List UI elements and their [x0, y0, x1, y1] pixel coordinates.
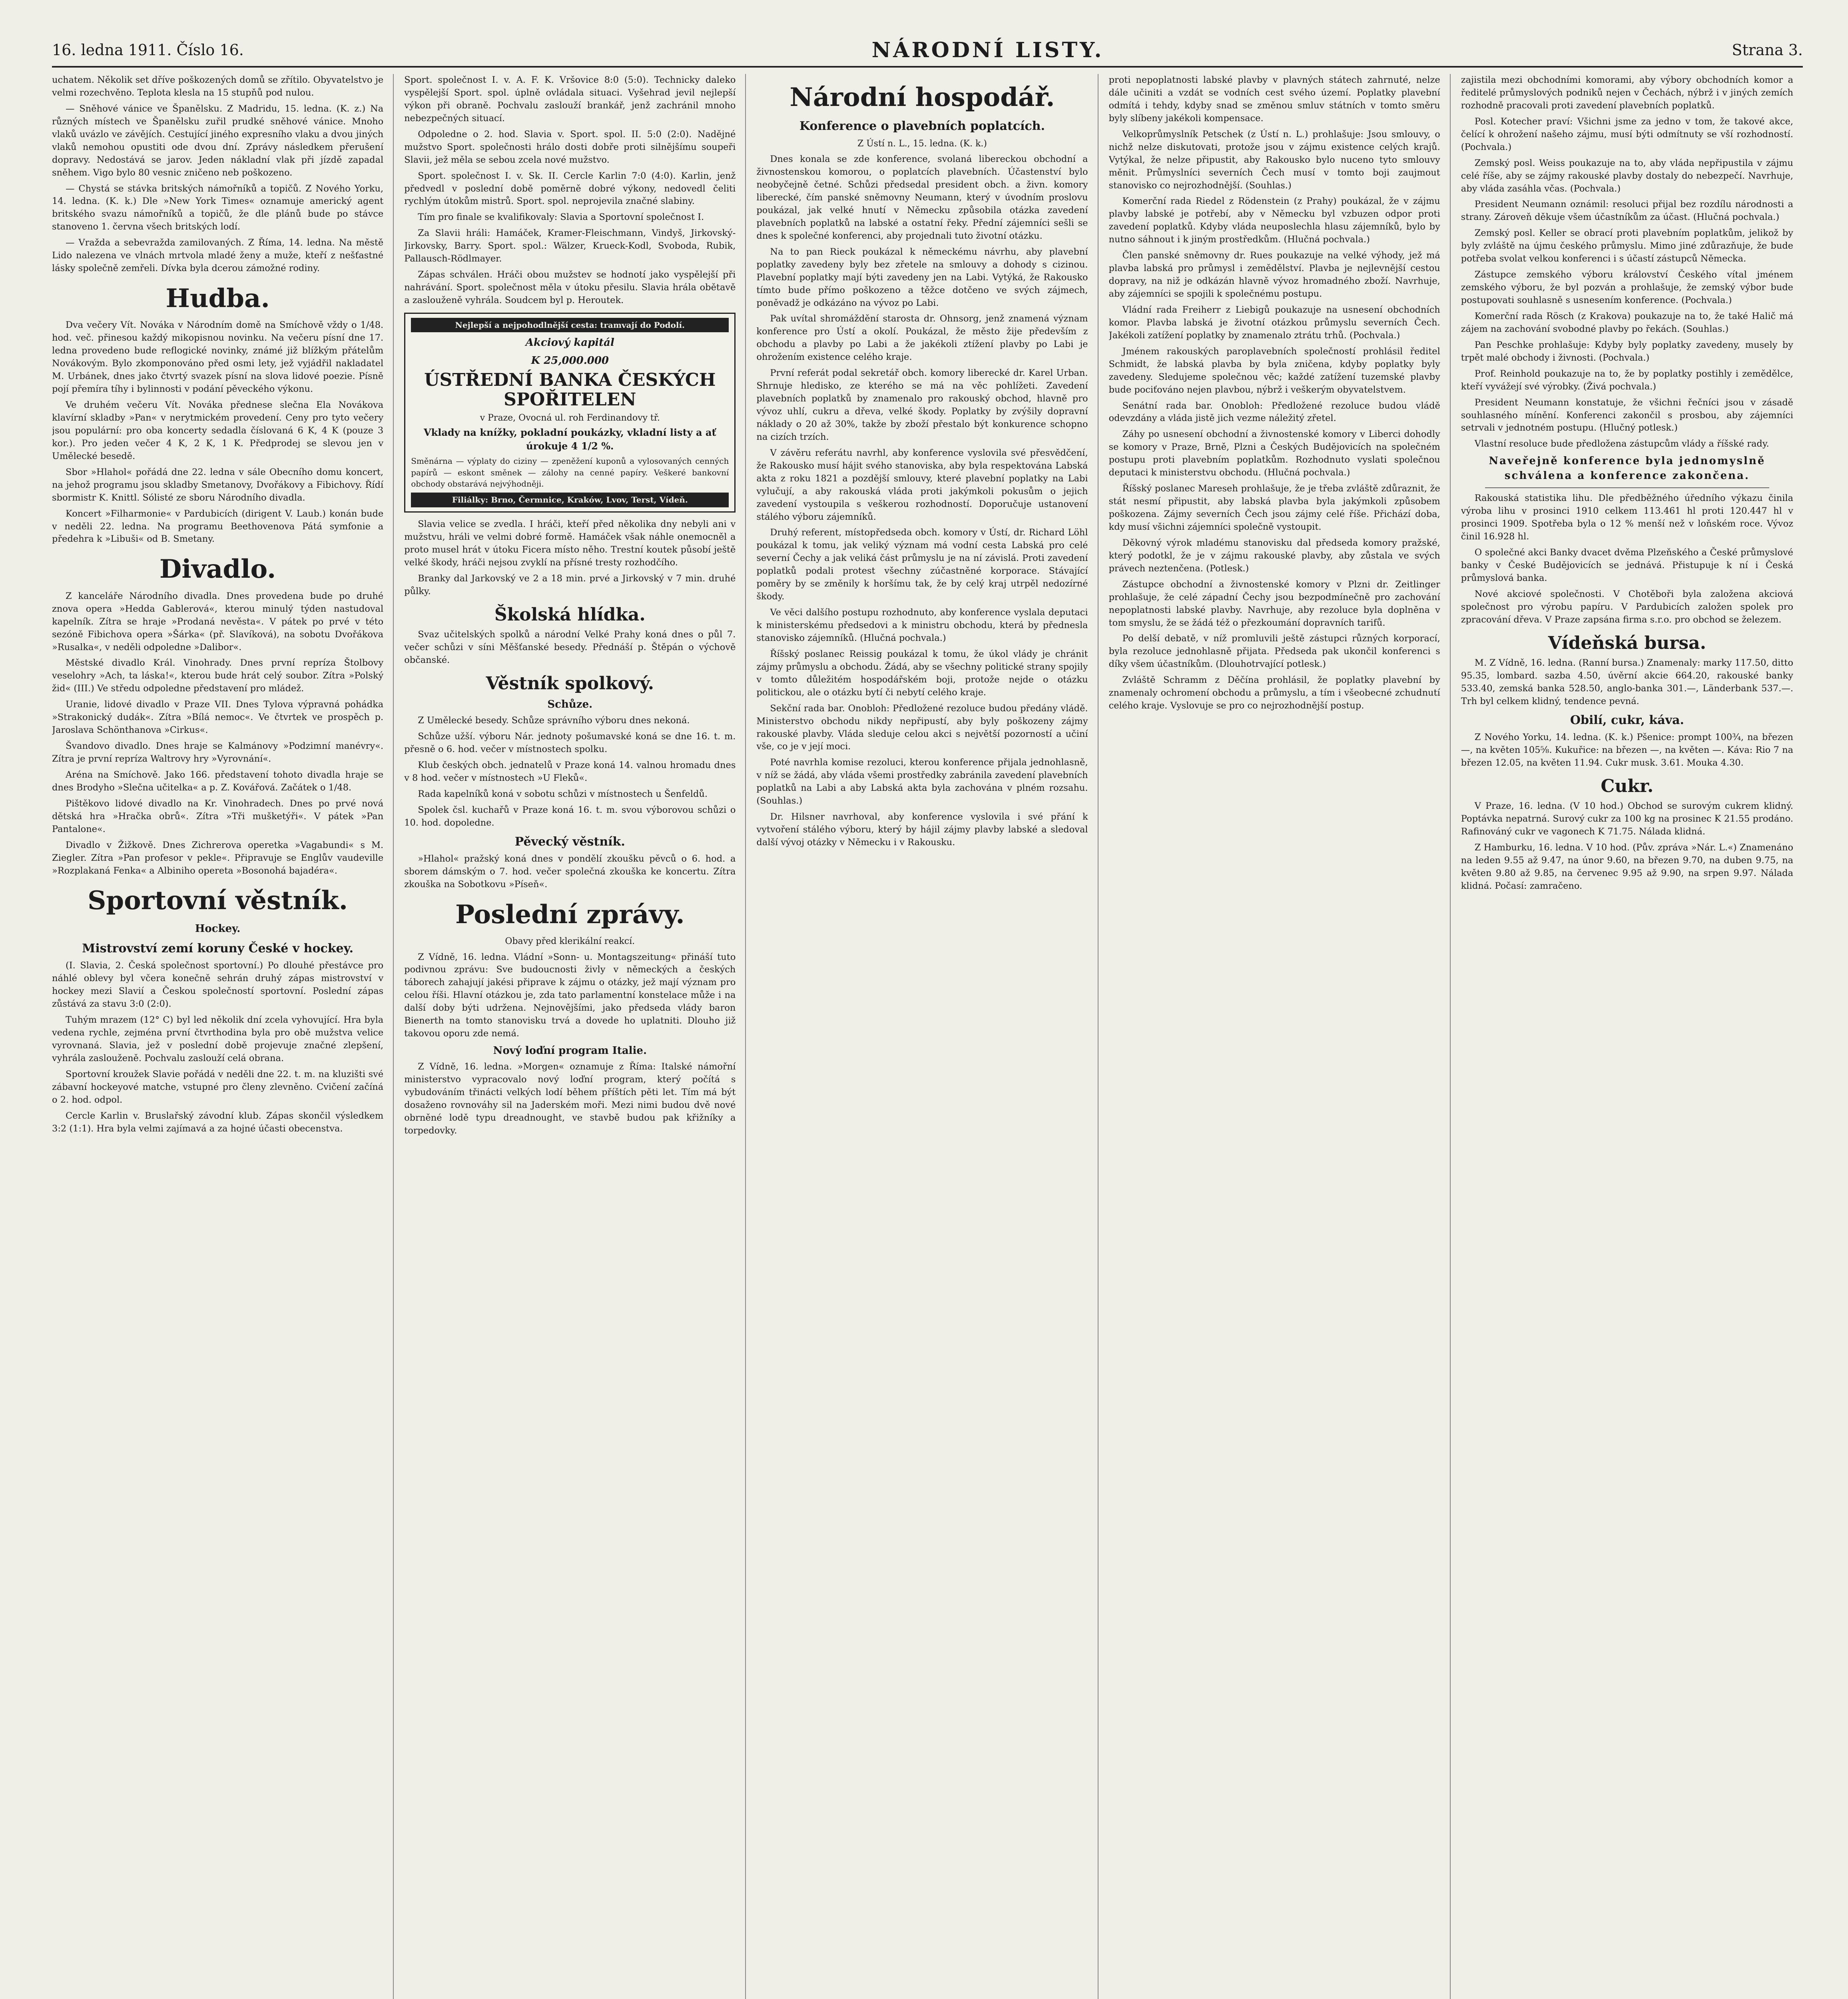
- article-paragraph: Jménem rakouských paroplavebních společností prohlásil ředitel Schmidt, že labská plavba by byla zničena, kdyby poplatky byly zavedeny. Sledujeme společnou věc; každé zatížení tuzemské plavby bude pociťováno nejen plavbou, nýbrž i veškerým obyvatelstvem.: [1108, 346, 1440, 395]
- article-paragraph: Říšský poslanec Mareseh prohlašuje, že je třeba zvláště zdůraznit, že stát nesmí připustit, aby labská plavba byla jakýmkoli způsobem poškozena. Zájmy severních Čech jsou zájmy celé říše. Přichází doba, kdy musí všichni zájemníci společně vystoupit.: [1108, 483, 1440, 532]
- section-title-cukr: Cukr.: [1601, 776, 1654, 797]
- column-2: [404, 74, 746, 1999]
- article-paragraph: Vlastní resoluce bude předložena zástupcům vlády a říšské rady.: [1474, 439, 1769, 449]
- article-paragraph: Na to pan Rieck poukázal k německému návrhu, aby plavební poplatky zavedeny byly bez zřetele na smlouvy a dohody s cizinou. Plavební poplatky mají býti zavedeny jen na Labi. Vytýká, že Rakousko tímto bude přímo poškozeno a těžce dotčeno ve svých zájmech, poněvadž je odkázáno na vývoz po Labi.: [756, 246, 1088, 308]
- article-paragraph: Sportovní kroužek Slavie pořádá v neděli dne 22. t. m. na kluzišti své zábavní hockeyové matche, vstupné pro členy zlevněno. Cvičení začíná o 2. hod. odpol.: [52, 1069, 384, 1105]
- section-title-bursa: Vídeňská bursa.: [1548, 632, 1706, 653]
- subsection-title: Schůze.: [547, 698, 593, 711]
- newspaper-title: NÁRODNÍ LISTY.: [871, 38, 1104, 62]
- article-paragraph: Vládní rada Freiherr z Liebigů poukazuje na usnesení obchodních komor. Plavba labská je životní otázkou průmyslu severních Čech. Jakékoli zatížení poplatky by znamenalo ztrátu trhů. (Pochvala.): [1108, 304, 1440, 341]
- article-paragraph: Tím pro finale se kvalifikovaly: Slavia a Sportovní společnost I.: [418, 212, 704, 223]
- article-paragraph: Z Umělecké besedy. Schůze správního výboru dnes nekoná.: [418, 715, 690, 726]
- page-number: Strana 3.: [1732, 41, 1803, 59]
- section-title-divadlo: Divadlo.: [159, 554, 276, 585]
- article-paragraph: Člen panské sněmovny dr. Rues poukazuje na velké výhody, jež má plavba labská pro průmysl i zemědělství. Plavba je nejlevnější cestou dopravy, na niž je odkázán hlavně vývoz hromadného zboží. Navrhuje, aby zájemníci se spojili k společnému postupu.: [1108, 250, 1440, 299]
- column-3: [756, 74, 1098, 1999]
- article-paragraph: Zástupce zemského výboru království Českého vítal jménem zemského výboru, že byl pozván a prohlašuje, že zemský výbor bude postupovati souhlasně s usnesením konference. (Pochvala.): [1461, 269, 1793, 305]
- article-paragraph: proti nepoplatnosti labské plavby v plavných státech zahrnuté, nelze dále učiniti a vzdát se vodních cest svého území. Poplatky plavební odmítá i tehdy, kdyby snad se změnou smluv státních v tomto směru byly slíbeny jakékoli kompensace.: [1108, 75, 1440, 124]
- ad-capital-label: Akciový kapitál: [525, 337, 614, 349]
- article-paragraph: Pan Peschke prohlašuje: Kdyby byly poplatky zavedeny, musely by trpět malé obchody i živnosti. (Pochvala.): [1461, 339, 1793, 363]
- article-paragraph: Koncert »Filharmonie« v Pardubicích (dirigent V. Laub.) konán bude v neděli 22. ledna. Na programu Beethovenova Pátá symfonie a předehra k »Libuši« od B. Smetany.: [52, 508, 384, 545]
- article-headline: Naveřejně konference byla jednomyslně schválena a konference zakončena.: [1489, 455, 1766, 482]
- article-paragraph: Rakouská statistika lihu. Dle předběžného úředního výkazu činila výroba lihu v prosinci 1910 celkem 113.461 hl proti 120.447 hl v prosinci 1909. Spotřeba byla o 12 % menší než v loňském roce. Vývoz činil 16.928 hl.: [1461, 493, 1793, 542]
- article-paragraph: Tuhým mrazem (12° C) byl led několik dní zcela vyhovující. Hra byla vedena rychle, zejména první čtvrthodina byla pro obě mužstva velice vyrovnaná. Slavia, jež v poslední době projevuje značné zlepšení, vyhrála zaslouženě. Pochvalu zaslouží celá obrana.: [52, 1015, 384, 1063]
- section-divider: [1485, 487, 1769, 488]
- article-paragraph: Zvláště Schramm z Děčína prohlásil, že poplatky plavební by znamenaly ochromení obchodu a průmyslu, a tím i všeobecné zchudnutí celého kraje. Vyslovuje se pro co nejrozhodnější postup.: [1108, 675, 1440, 711]
- article-paragraph: Dva večery Vít. Nováka v Národním domě na Smíchově vždy o 1/48. hod. več. přinesou každý mikopisnou novinku. Na večeru písní dne 17. ledna provedeno bude reflogické novinky, známé již blížkým přátelům Novákovým. Bylo zkomponováno před osmi lety, jež vyjádřil nakladatel M. Urbánek, dnes jako čtvrtý svazek písní na slova lidové poezie. Písně pojí přemíra tíhy i bylinnosti v podání pěveckého výkonu.: [52, 320, 384, 395]
- section-title-sport: Sportovní věstník.: [88, 886, 348, 916]
- article-paragraph: Zápas schválen. Hráči obou mužstev se hodnotí jako vyspělejší při nahrávání. Sport. společnost měla v útoku přesilu. Slavia hrála obětavě a zaslouženě vyhrála. Soudcem byl p. Heroutek.: [404, 269, 736, 305]
- article-paragraph: Nové akciové společnosti. V Chotěboři byla založena akciová společnost pro výrobu papíru. V Pardubicích založen spolek pro zpracování dřeva. V Praze zapsána firma s.r.o. pro obchod se železem.: [1461, 589, 1793, 625]
- article-paragraph: Říšský poslanec Reissig poukázal k tomu, že úkol vlády je chránit zájmy průmyslu a obchodu. Žádá, aby se všechny politické strany spojily v tomto důležitém hospodářském boji, protože nejde o otázku politickou, ale o otázku bytí či nebytí celého kraje.: [756, 648, 1088, 698]
- article-paragraph: Spolek čsl. kuchařů v Praze koná 16. t. m. svou výborovou schůzi o 10. hod. dopoledne.: [404, 804, 736, 828]
- article-headline: Nový loďní program Italie.: [493, 1045, 647, 1057]
- section-title-hudba: Hudba.: [165, 283, 270, 314]
- article-paragraph: »Hlahol« pražský koná dnes v pondělí zkoušku pěvců o 6. hod. a sborem dámským o 7. hod. večer společná zkouška ke koncertu. Zítra zkouška na Sobotkovu »Píseň«.: [404, 854, 736, 890]
- section-title-pevecky: Pěvecký věstník.: [514, 834, 625, 849]
- article-paragraph: První referát podal sekretář obch. komory liberecké dr. Karel Urban. Shrnuje hledisko, ze kterého se má na věc pohlížeti. Zavedení plavebních poplatků by znamenalo pro rakouský obchod, hlavně pro vývoz uhlí, cukru a dřeva, velké škody. Poplatky by zvýšily dopravní náklady o 20 až 30%, takže by zboží přestalo být konkurence schopno na cizích trzích.: [756, 368, 1088, 442]
- ad-slogan: Vklady na knížky, pokladní poukázky, vkladní listy a ať úrokuje 4 1/2 %.: [423, 427, 716, 452]
- article-paragraph: Sbor »Hlahol« pořádá dne 22. ledna v sále Obecního domu koncert, na jehož programu jsou skladby Smetanovy, Dvořákovy a Fibichovy. Řídí sbormistr K. Knittl. Sólisté ze sboru Národního divadla.: [52, 467, 384, 503]
- article-paragraph: Z Hamburku, 16. ledna. V 10 hod. (Pův. zpráva »Nár. L.«) Znamenáno na leden 9.55 až 9.47, na únor 9.60, na březen 9.70, na duben 9.75, na květen 9.80 až 9.85, na červenec 9.95 až 9.90, na srpen 9.97. Nálada klidná. Počasí: zamračeno.: [1461, 842, 1793, 892]
- article-paragraph: Dr. Hilsner navrhoval, aby konference vyslovila i své přání k vytvoření stálého výboru, který by hájil zájmy plavby labské a sledoval další vývoj otázky v Německu i v Rakousku.: [756, 812, 1088, 848]
- article-paragraph: Pak uvítal shromáždění starosta dr. Ohnsorg, jenž znamená význam konference pro Ústí a okolí. Poukázal, že město žije především z obchodu a plavby po Labi a že jakékoli ztížení plavby po Labi je ohrožením existence celého kraje.: [756, 313, 1088, 363]
- masthead: [52, 38, 1803, 62]
- dateline: Z Ústí n. L., 15. ledna. (K. k.): [857, 138, 987, 149]
- article-paragraph: Branky dal Jarkovský ve 2 a 18 min. prvé a Jirkovský v 7 min. druhé půlky.: [404, 573, 736, 597]
- article-paragraph: Sport. společnost I. v. Sk. II. Cercle Karlin 7:0 (4:0). Karlin, jenž předvedl v poslední době poměrně dobré výkony, nedovedl čeliti rychlým útokům mistrů. Sport. spol. neprojevila značné slabiny.: [404, 170, 736, 207]
- article-paragraph: Z Vídně, 16. ledna. Vládní »Sonn- u. Montagszeitung« přináší tuto podivnou zprávu: Sve budoucnosti živly v německých a českých táborech zahajují jakési připrave k zájmu o otázky, jež mají význam pro celou říši. Hlavní otázkou je, zda tato parlamentní konstelace může i na další doby býti udržena. Nejnovějšími, jako předseda vlády baron Bienerth na tomto stanovisku trvá a dovede ho uplatniti. Dlouho již takovou oporu zde nemá.: [404, 952, 736, 1039]
- section-title-narodni-hospodar: Národní hospodář.: [789, 82, 1055, 112]
- issue-date: 16. ledna 1911. Číslo 16.: [52, 41, 244, 59]
- article-paragraph: V Praze, 16. ledna. (V 10 hod.) Obchod se surovým cukrem klidný. Poptávka nepatrná. Surový cukr za 100 kg na prosinec K 21.55 prodáno. Rafinováný cukr ve vagonech K 71.75. Nálada klidná.: [1461, 801, 1793, 837]
- article-paragraph: Svaz učitelských spolků a národní Velké Prahy koná dnes o půl 7. večer schůzi v síni Měšťanské besedy. Přednáší p. Štěpán o výchově občanské.: [404, 629, 736, 665]
- article-subtitle: Obavy před klerikální reakcí.: [505, 936, 635, 947]
- section-title-skolska: Školská hlídka.: [494, 604, 646, 625]
- section-title-vestnik: Věstník spolkový.: [486, 673, 654, 694]
- article-paragraph: — Vražda a sebevražda zamilovaných. Z Říma, 14. ledna. Na městě Lido nalezena ve vlnách mrtvola mladé ženy a muže, kteří z nešťastné lásky společně zemřeli. Dívka byla dcerou zámožné rodiny.: [52, 237, 384, 274]
- article-paragraph: uchatem. Několik set dříve poškozených domů se zřítilo. Obyvatelstvo je velmi rozechvěno. Teplota klesla na 15 stupňů pod nulou.: [52, 75, 384, 98]
- article-paragraph: Z Nového Yorku, 14. ledna. (K. k.) Pšenice: prompt 100¾, na březen —, na květen 105⅝. Kukuřice: na březen —, na květen —. Káva: Rio 7 na březen 12.05, na květen 11.94. Cukr musk. 3.61. Mouka 4.30.: [1461, 732, 1793, 768]
- article-paragraph: V závěru referátu navrhl, aby konference vyslovila své přesvědčení, že Rakousko musí hájit svého stanoviska, aby byla respektována Labská akta z roku 1821 a pozdější smlouvy, které plavební poplatky na Labi vylučují, a aby rakouská vláda proti jakýmkoli pokusům o jejich zavedení vystoupila s veškerou rozhodností. Doporučuje ustanovení stálého výboru zájemníků.: [756, 447, 1088, 522]
- article-paragraph: Druhý referent, místopředseda obch. komory v Ústí, dr. Richard Löhl poukázal k tomu, jak veliký význam má vodní cesta Labská pro celé severní Čechy a jak veliká část průmyslu je na ní závislá. Proti zavedení poplatků podali protest všechny zúčastněné korporace. Stávající poměry by se změnily k horšímu tak, že by celý kraj utrpěl nedozírné škody.: [756, 527, 1088, 602]
- article-paragraph: Pištěkovo lidové divadlo na Kr. Vinohradech. Dnes po prvé nová dětská hra »Hračka obrů«. Zítra »Tři mušketýři«. V pátek »Pan Pantalone«.: [52, 798, 384, 834]
- article-paragraph: Zemský posl. Weiss poukazuje na to, aby vláda nepřipustila v zájmu celé říše, aby se zájmy rakouské plavby dostaly do nebezpečí. Navrhuje, aby vláda zasáhla včas. (Pochvala.): [1461, 158, 1793, 194]
- subsection-title: Hockey.: [195, 922, 241, 935]
- article-paragraph: Aréna na Smíchově. Jako 166. představení tohoto divadla hraje se dnes Brodyho »Slečna učitelka« a p. Z. Kovářová. Začátek o 1/48.: [52, 769, 384, 793]
- section-title-posledni: Poslední zprávy.: [455, 899, 685, 930]
- article-paragraph: — Sněhové vánice ve Španělsku. Z Madridu, 15. ledna. (K. z.) Na různých místech ve Španělsku zuřil prudké sněhové vánice. Mnoho vlaků uvázlo ve závějích. Cestující jiného expresního vlaku a dvou jiných vlaků nemohou opustiti ode dvou dní. Zprávy následkem přerušení dopravy. Nedostává se jarov. Jeden nákladní vlak při jízdě zapadal sněhem. Vigo bylo 80 vesnic zničeno neb poškozeno.: [52, 103, 384, 178]
- column-5: [1461, 74, 1803, 1999]
- article-paragraph: — Chystá se stávka britských námořníků a topičů. Z Nového Yorku, 14. ledna. (K. k.) Dle »New York Times« oznamuje americký agent britského svazu námořníků a topičů, že dle plánů bude po stávce stanoveno 1. června všech britských lodí.: [52, 183, 384, 232]
- article-paragraph: Prof. Reinhold poukazuje na to, že by poplatky postihly i zemědělce, kteří vyvážejí své výrobky. (Živá pochvala.): [1461, 368, 1793, 392]
- article-paragraph: Švandovo divadlo. Dnes hraje se Kalmánovy »Podzimní manévry«. Zítra je první repríza Waltrovy hry »Vyrovnání«.: [52, 741, 384, 764]
- article-paragraph: Zástupce obchodní a živnostenské komory v Plzni dr. Zeitlinger prohlašuje, že celé západní Čechy jsou bezpodmínečně pro zachování nepoplatnosti labské plavby. Navrhuje, aby rezoluce byla doplněna v tom smyslu, že se žádá též o přezkoumání dopravních tarifů.: [1108, 579, 1440, 628]
- column-4: [1109, 74, 1451, 1999]
- ad-top-banner: Nejlepší a nejpohodlnější cesta: tramvají do Podolí.: [411, 318, 729, 332]
- article-paragraph: President Neumann oznámil: resoluci přijal bez rozdílu národnosti a strany. Zároveň děkuje všem účastníkům za účast. (Hlučná pochvala.): [1461, 199, 1793, 223]
- article-paragraph: Komerční rada Riedel z Rödenstein (z Prahy) poukázal, že v zájmu plavby labské je potřebí, aby v Německu byl vzbuzen odpor proti zavedení poplatků. Kdyby vláda neuposlechla hlasu zájemníků, bylo by nutno sáhnout i k jiným prostředkům. (Hlučná pochvala.): [1108, 196, 1440, 245]
- article-paragraph: Z kanceláře Národního divadla. Dnes provedena bude po druhé znova opera »Hedda Gablerová«, kterou minulý týden nastudoval kapelník. Zítra se hraje »Prodaná nevěsta«. V pátek po prvé v této sezóně Fibichova opera »Šárka« (př. Slavíková), na sobotu Dvořákova »Rusalka«, v neděli odpoledne »Dalibor«.: [52, 591, 384, 652]
- article-paragraph: Slavia velice se zvedla. I hráči, kteří před několika dny nebyli ani v mužstvu, hráli ve velmi dobré formě. Hamáček však náhle onemocněl a proto musel hrát v útoku Ficera místo něho. Trestní koutek působí ještě velké škody, hráči nejsou zvyklí na přísné tresty rozhodčího.: [404, 519, 736, 568]
- article-paragraph: Městské divadlo Král. Vinohrady. Dnes první repríza Štolbovy veselohry »Ach, ta láska!«, kterou bude hrát celý soubor. Zítra »Polský žid« (III.) Ve středu odpoledne představení pro mládež.: [52, 658, 384, 694]
- article-paragraph: Z Vídně, 16. ledna. »Morgen« oznamuje z Říma: Italské námořní ministerstvo vypracovalo nový loďní program, který počítá s vybudováním třinácti velkých lodí během příštích pěti let. Tím má být dosaženo rovnováhy sil na Jaderském moři. Mezi nimi budou dvě nové obrněné lodě typu dreadnought, ve stavbě budou pak křižníky a torpedovky.: [404, 1061, 736, 1136]
- columns: [52, 74, 1803, 1999]
- article-paragraph: zajistila mezi obchodními komorami, aby výbory obchodních komor a ředitelé průmyslových podniků nejen v Čechách, nýbrž i v jiných zemích rozhodně pracovali proti zavedení plavebních poplatků.: [1461, 75, 1793, 111]
- article-paragraph: President Neumann konstatuje, že všichni řečníci jsou v zásadě souhlasného mínění. Konferenci zakončil s prosbou, aby zájemníci setrvali v jednotném postupu. (Hlučný potlesk.): [1461, 397, 1793, 433]
- article-paragraph: Záhy po usnesení obchodní a živnostenské komory v Liberci dohodly se komory v Praze, Brně, Plzni a Českých Budějovicích na společném postupu proti plavebním poplatkům. Rozhodnuto vyslati společnou deputaci k ministerstvu obchodu. (Hlučná pochvala.): [1108, 429, 1440, 478]
- article-paragraph: Cercle Karlin v. Bruslařský závodní klub. Zápas skončil výsledkem 3:2 (1:1). Hra byla velmi zajímavá a za hojné účasti obecenstva.: [52, 1110, 384, 1134]
- ad-bank-name: ÚSTŘEDNÍ BANKA ČESKÝCH SPOŘITELEN: [424, 370, 716, 410]
- article-paragraph: Sekční rada bar. Onobloh: Předložené rezoluce budou předány vládě. Ministerstvo obchodu nikdy nepřipustí, aby byly poškozeny zájmy rakouské plavby. Vláda sleduje celou akci s největší pozorností a učiní vše, co je v její moci.: [756, 703, 1088, 752]
- column-1: [52, 74, 394, 1999]
- ad-branches: Filiálky: Brno, Čermnice, Kraków, Lvov, Terst, Vídeň.: [411, 493, 729, 507]
- article-paragraph: Odpoledne o 2. hod. Slavia v. Sport. spol. II. 5:0 (2:0). Nadějné mužstvo Sport. společnosti hrálo dosti dobře proti silnějšímu soupeři Slavii, jež měla se sebou zcela nové mužstvo.: [404, 129, 736, 165]
- article-paragraph: Posl. Kotecher praví: Všichni jsme za jedno v tom, že takové akce, čelící k ohrožení našeho zájmu, musí býti odmítnuty se vší rozhodností. (Pochvala.): [1461, 116, 1793, 152]
- article-paragraph: Ve druhém večeru Vít. Nováka přednese slečna Ela Novákova klavírní skladby »Pan« v nerytmickém provedení. Ceny pro tyto večery jsou populární: pro oba koncerty sedadla číslovaná 6 K, 4 K (pouze 3 kor.). Pro jeden večer 4 K, 2 K, 1 K. Předprodej se slevou jen v Umělecké besedě.: [52, 400, 384, 461]
- article-paragraph: Velkoprůmyslník Petschek (z Ústí n. L.) prohlašuje: Jsou smlouvy, o nichž nelze diskutovati, protože jsou v zájmu existence celých krajů. Vytýkal, že nelze připustit, aby Rakousko bylo nuceno tyto smlouvy měnit. Průmyslníci severních Čech musí v tomto boji zaujmout stanovisko co nejrozhodnější. (Souhlas.): [1108, 129, 1440, 191]
- article-paragraph: Poté navrhla komise rezoluci, kterou konference přijala jednohlasně, v níž se žádá, aby vláda všemi prostředky zabránila zavedení plavebních poplatků na Labi a aby Labská akta byla zachována v plném rozsahu. (Souhlas.): [756, 757, 1088, 806]
- ad-capital-value: K 25,000.000: [531, 355, 609, 367]
- article-paragraph: Uranie, lidové divadlo v Praze VII. Dnes Tylova výpravná pohádka »Strakonický dudák«. Zítra »Bílá nemoc«. Ve čtvrtek ve prospěch p. Jaroslava Schönthanova »Cirkus«.: [52, 699, 384, 736]
- article-paragraph: Divadlo v Žižkově. Dnes Zichrerova operetka »Vagabundi« s M. Ziegler. Zítra »Pan profesor v pekle«. Připravuje se Englův vaudeville »Rozplakaná Fenka« a Albiniho opereta »Bosonohá bajadéra«.: [52, 840, 384, 876]
- article-paragraph: Rada kapelníků koná v sobotu schůzi v místnostech u Šenfeldů.: [418, 788, 708, 799]
- article-paragraph: Senátní rada bar. Onobloh: Předložené rezoluce budou vládě odevzdány a vláda jistě jich vezme náležitý zřetel.: [1108, 400, 1440, 424]
- article-headline: Konference o plavebních poplatcích.: [799, 119, 1045, 134]
- article-paragraph: Děkovný výrok mladému stanovisku dal předseda komory pražské, který podotkl, že je v zájmu rakouské plavby, aby zůstala ve svých právech neztenčena. (Potlesk.): [1108, 537, 1440, 574]
- article-paragraph: O společné akci Banky dvacet dvěma Plzeňského a České průmyslové banky v České Budějovicích se jednává. Přistupuje k ní i Česká průmyslová banka.: [1461, 547, 1793, 583]
- article-paragraph: Ve věci dalšího postupu rozhodnuto, aby konference vyslala deputaci k ministerskému předsedovi a k ministru obchodu, která by přednesla stanovisko zájemníků. (Hlučná pochvala.): [756, 607, 1088, 643]
- ad-text: Směnárna — výplaty do ciziny — zpeněžení kuponů a vylosovaných cenných papírů — eskont směnek — zálohy na cenné papíry. Veškeré bankovní obchody obstarává nejvýhodněji.: [411, 456, 729, 489]
- article-paragraph: M. Z Vídně, 16. ledna. (Ranní bursa.) Znamenaly: marky 117.50, ditto 95.35, lombard. sazba 4.50, úvěrní akcie 664.20, rakouské banky 533.40, zemská banka 528.50, anglo-banka 301.—, Länderbank 537.—. Trh byl celkem klidný, tendence pevná.: [1461, 657, 1793, 706]
- article-paragraph: Po delší debatě, v níž promluvili ještě zástupci různých korporací, byla rezoluce jednohlasně přijata. Předseda pak ukončil konferenci s díky všem účastníkům. (Dlouhotrvající potlesk.): [1108, 633, 1440, 670]
- bank-advertisement: [404, 313, 736, 513]
- section-title-obili: Obilí, cukr, káva.: [1570, 713, 1684, 727]
- article-paragraph: Za Slavii hráli: Hamáček, Kramer-Fleischmann, Vindyš, Jirkovský-Jirkovsky, Barry. Sport. spol.: Wälzer, Krueck-Kodl, Svoboda, Rubik, Pallausch-Rödlmayer.: [404, 228, 736, 264]
- article-paragraph: Sport. společnost I. v. A. F. K. Vršovice 8:0 (5:0). Technicky daleko vyspělejší Sport. spol. úplně ovládala situaci. Vyšehrad jevil nejlepší výkon při obraně. Pochvalu zaslouží brankář, jenž zachránil mnoho nebezpečných situací.: [404, 75, 736, 124]
- masthead-rule: [52, 66, 1803, 68]
- article-paragraph: Schůze užší. výboru Nár. jednoty pošumavské koná se dne 16. t. m. přesně o 6. hod. večer v místnostech spolku.: [404, 731, 736, 754]
- article-headline: Mistrovství zemí koruny České v hockey.: [82, 941, 354, 956]
- ad-address: v Praze, Ovocná ul. roh Ferdinandovy tř.: [480, 413, 660, 423]
- article-paragraph: Dnes konala se zde konference, svolaná libereckou obchodní a živnostenskou komorou, o poplatcích plavebních. Účastenství bylo neobyčejně četné. Schůzi předsedal president obch. a živn. komory liberecké, čím panské sněmovny Neumann, který v úvodním proslovu poukázal, jak velké hnutí v Německu způsobila otázka zavedení plavebních poplatků na labské a ostatní řeky. Přední zájemníci sešli se dnes k společné konferenci, aby projednali tuto životní otázku.: [756, 154, 1088, 241]
- article-paragraph: Klub českých obch. jednatelů v Praze koná 14. valnou hromadu dnes v 8 hod. večer v místnostech »U Fleků«.: [404, 760, 736, 783]
- article-paragraph: (I. Slavia, 2. Česká společnost sportovní.) Po dlouhé přestávce pro náhlé oblevy byl včera konečně sehrán druhý zápas mistrovství v hockey mezi Slavií a Českou společností sportovní. Poslední zápas zůstává za stavu 3:0 (2:0).: [52, 960, 384, 1009]
- article-paragraph: Zemský posl. Keller se obrací proti plavebním poplatkům, jelikož by byly zvláště na újmu českého průmyslu. Mimo jiné zdůrazňuje, že bude potřeba svolat velkou konferenci i s účastí zástupců Německa.: [1461, 228, 1793, 264]
- article-paragraph: Komerční rada Rösch (z Krakova) poukazuje na to, že také Halič má zájem na zachování svobodné plavby po řekách. (Souhlas.): [1461, 311, 1793, 334]
